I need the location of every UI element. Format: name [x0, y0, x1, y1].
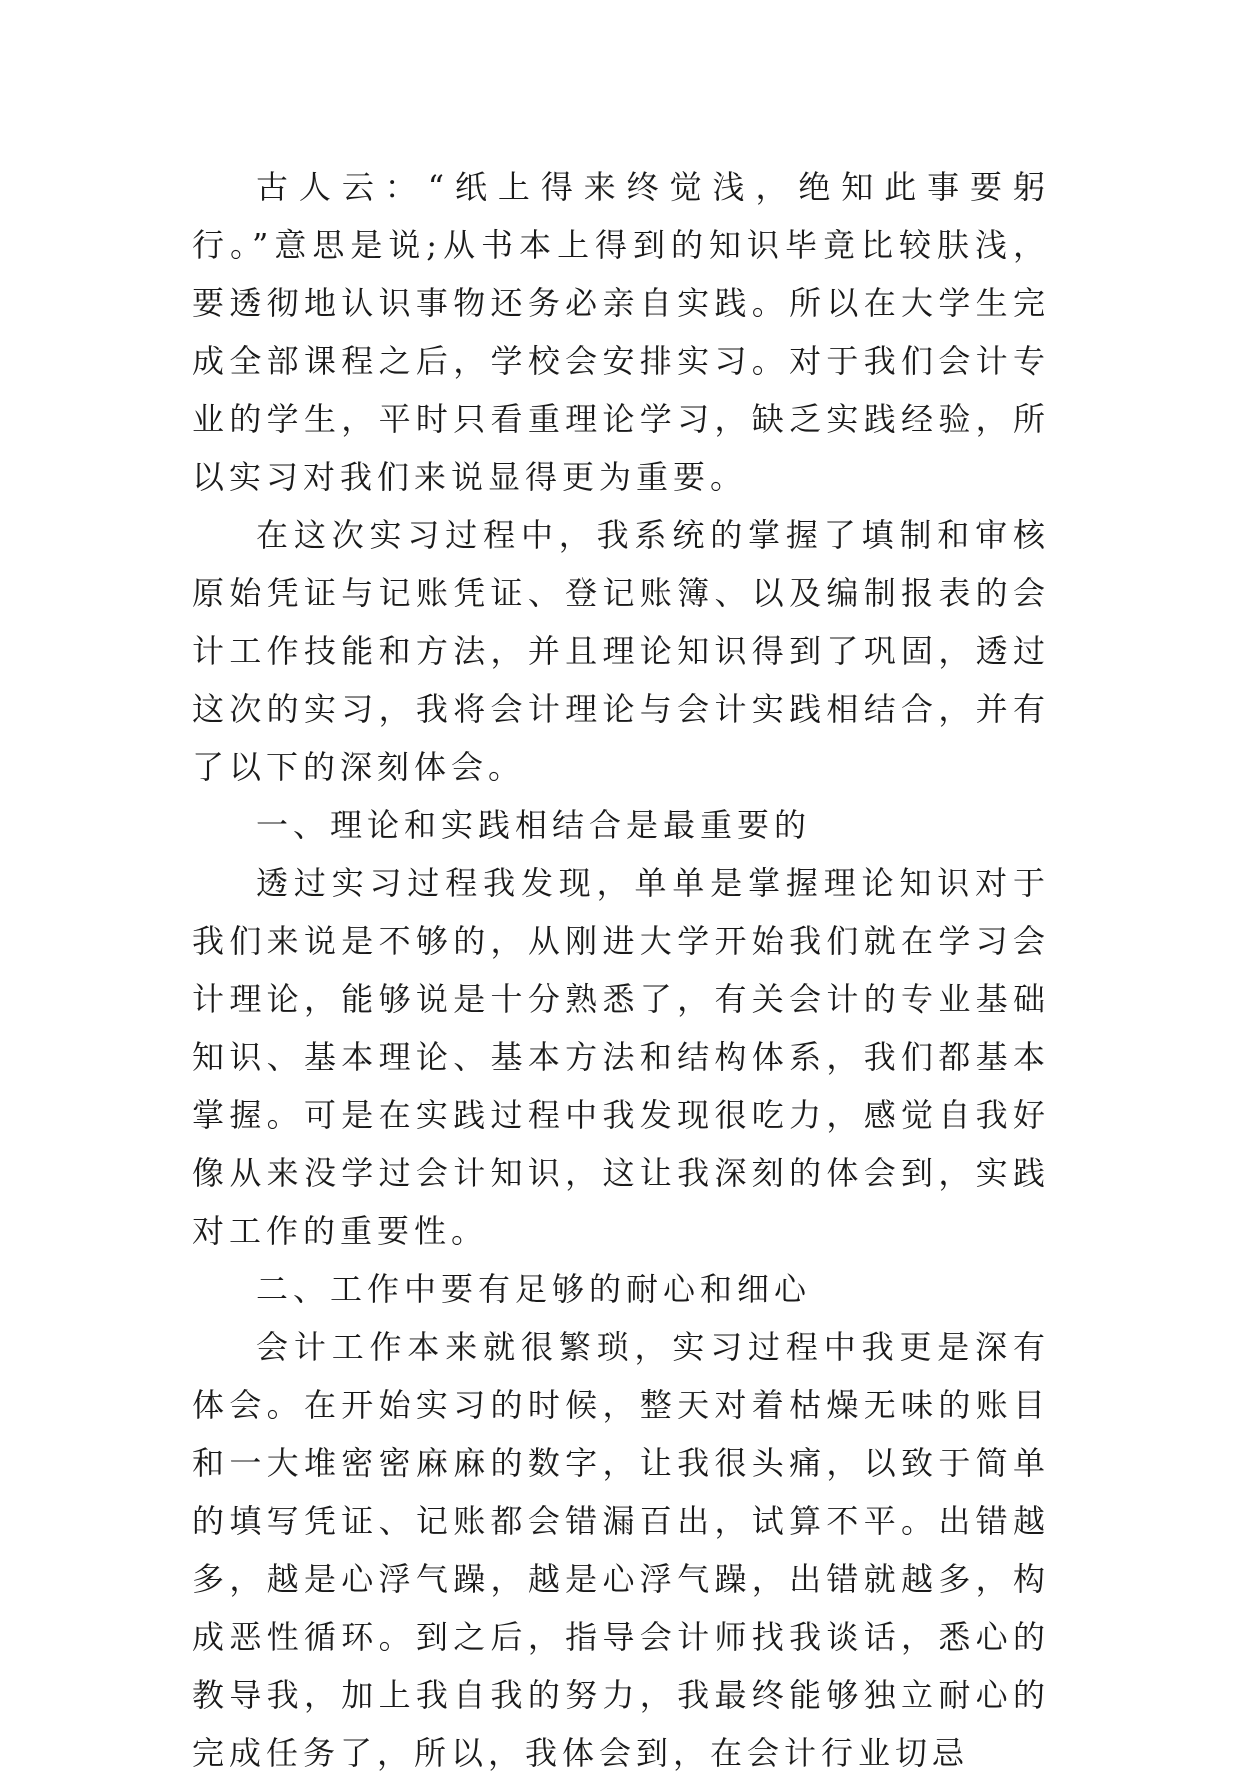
document-body — [192, 158, 1050, 1782]
section-heading-theory-practice: 一、理论和实践相结合是最重要的 — [256, 806, 812, 844]
paragraph-theory-practice: 透过实习过程我发现，单单是掌握理论知识对于我们来说是不够的，从刚进大学开始我们就在学习会计理论，能够说是十分熟悉了，有关会计的专业基础知识、基本理论、基本方法和结构体系，我们都基本掌握。可是在实践过程中我发现很吃力，感觉自我好像从来没学过会计知识，这让我深刻的体会到，实践对工作的重要性。 — [192, 864, 1050, 1250]
paragraph-patience: 会计工作本来就很繁琐，实习过程中我更是深有体会。在开始实习的时候，整天对着枯燥无味的账目和一大堆密密麻麻的数字，让我很头痛，以致于简单的填写凭证、记账都会错漏百出，试算不平。出错越多，越是心浮气躁，越是心浮气躁，出错就越多，构成恶性循环。到之后，指导会计师找我谈话，悉心的教导我，加上我自我的努力，我最终能够独立耐心的完成任务了，所以，我体会到，在会计行业切忌 — [192, 1328, 1050, 1772]
paragraph-experience: 在这次实习过程中，我系统的掌握了填制和审核原始凭证与记账凭证、登记账簿、以及编制报表的会计工作技能和方法，并且理论知识得到了巩固，透过这次的实习，我将会计理论与会计实践相结合，并有了以下的深刻体会。 — [192, 516, 1050, 786]
paragraph-intro: 古人云：“纸上得来终觉浅，绝知此事要躬行。”意思是说;从书本上得到的知识毕竟比较肤浅，要透彻地认识事物还务必亲自实践。所以在大学生完成全部课程之后，学校会安排实习。对于我们会计专业的学生，平时只看重理论学习，缺乏实践经验，所以实习对我们来说显得更为重要。 — [192, 168, 1050, 496]
section-heading-patience: 二、工作中要有足够的耐心和细心 — [256, 1270, 812, 1308]
